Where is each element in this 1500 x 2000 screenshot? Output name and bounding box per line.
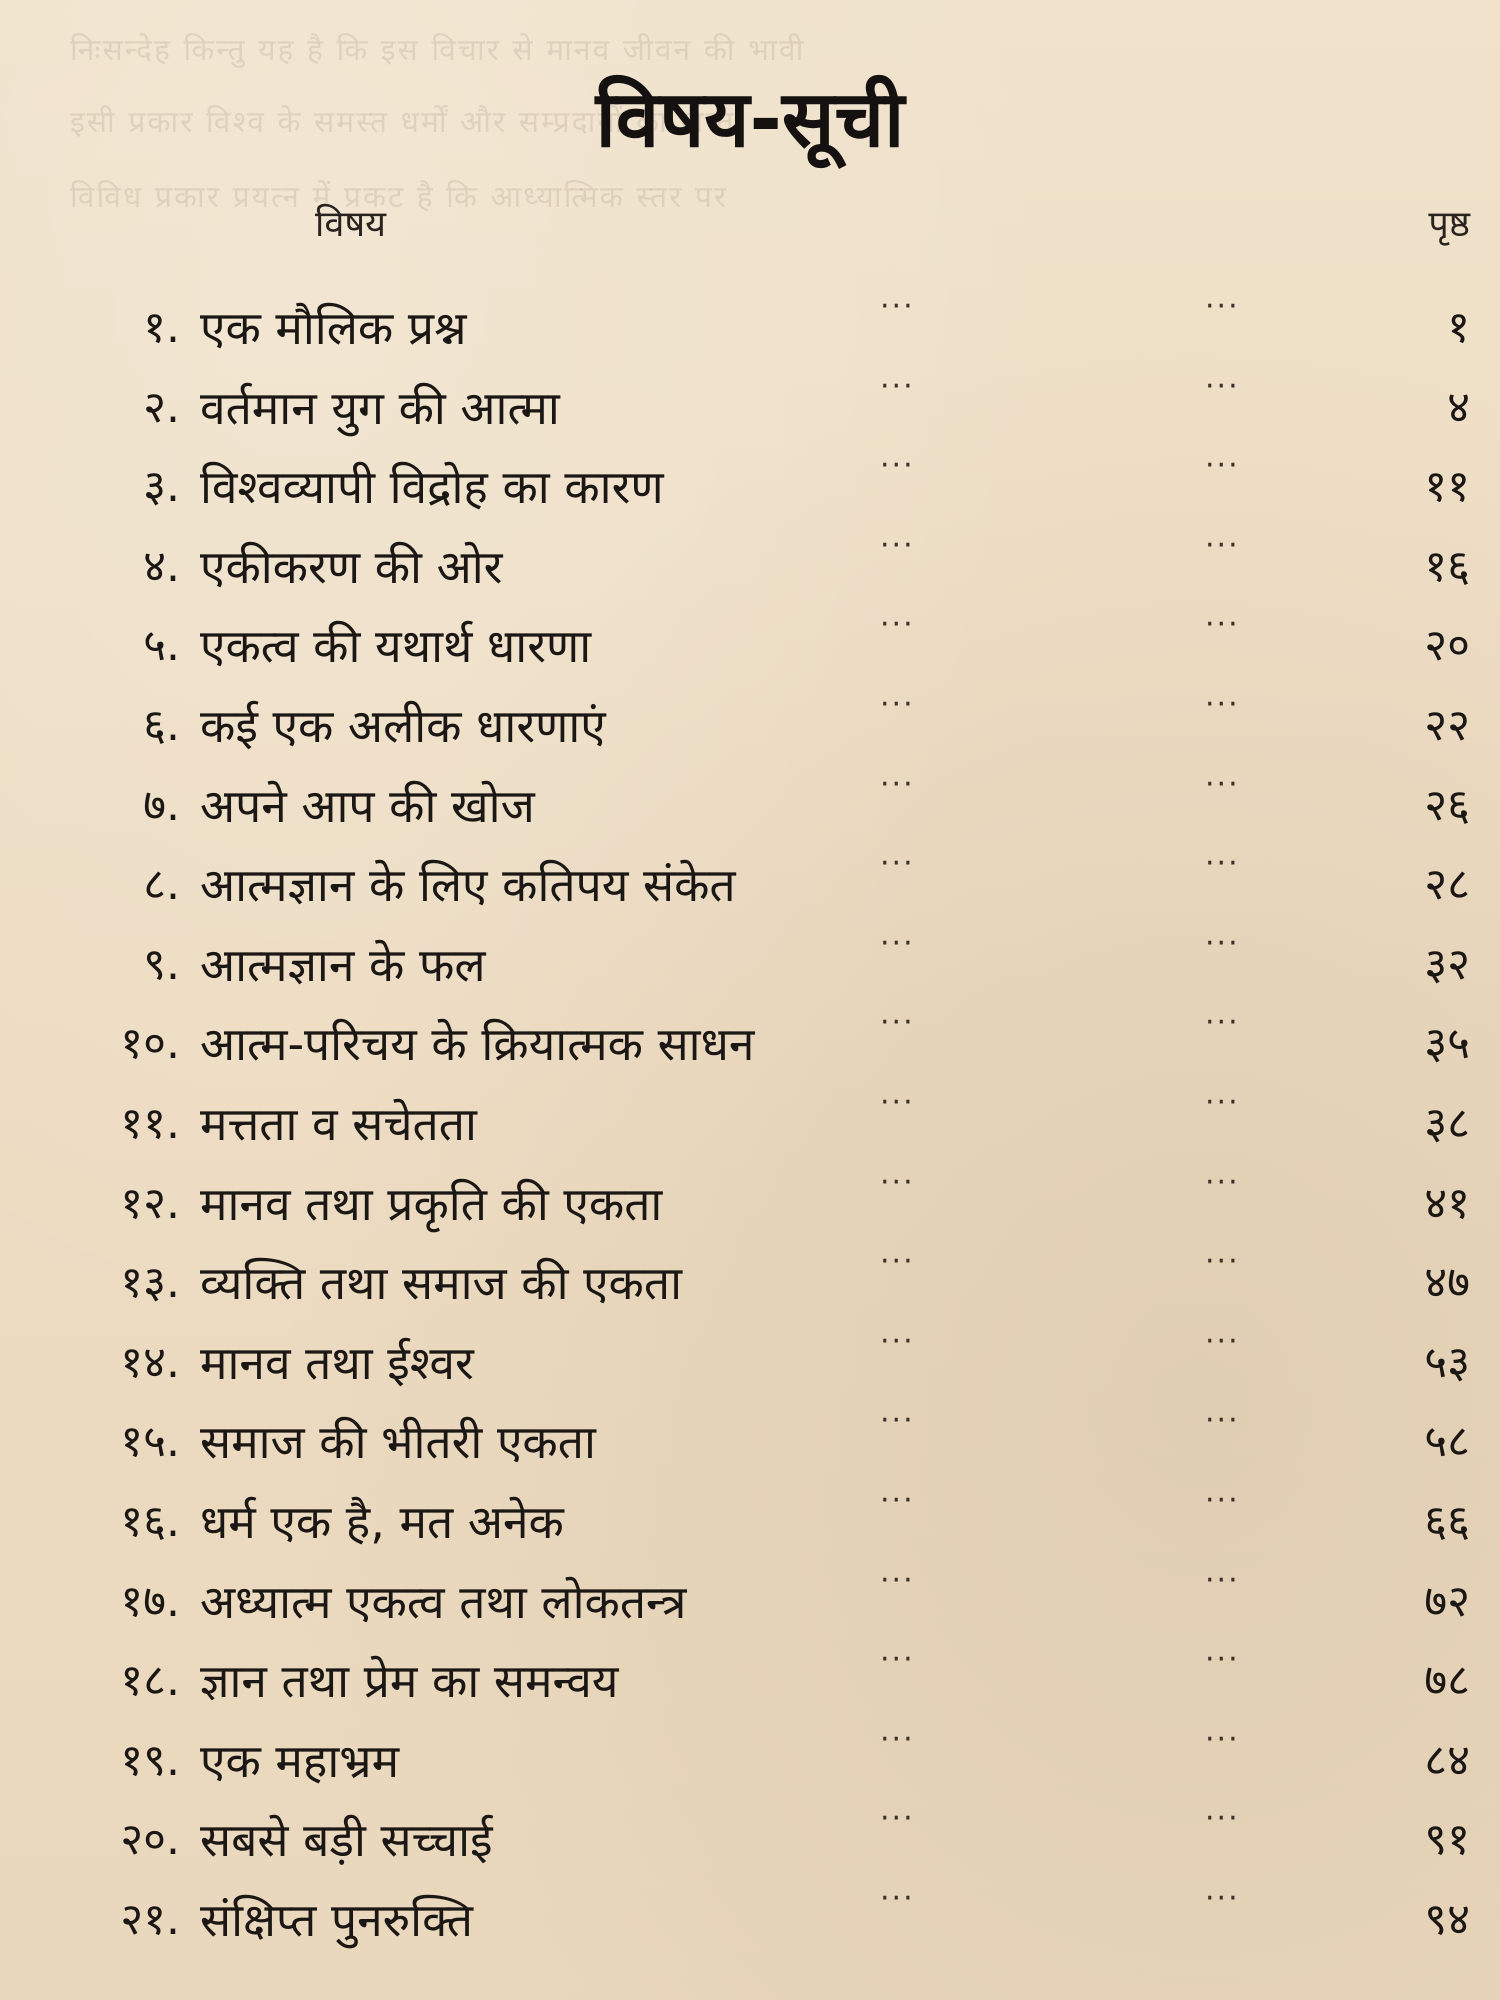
- page-number: ५३: [1424, 1336, 1470, 1388]
- chapter-title: मानव तथा ईश्वर: [200, 1335, 474, 1390]
- chapter-title: अपने आप की खोज: [200, 778, 535, 833]
- toc-entry: [0, 1642, 1500, 1725]
- chapter-number: २.: [143, 381, 180, 433]
- page-number: ५८: [1424, 1416, 1470, 1468]
- toc-entry: [0, 766, 1500, 850]
- leader-dots: ···: [1205, 1005, 1240, 1041]
- chapter-number: ७.: [143, 779, 180, 831]
- page-number: २८: [1424, 859, 1470, 911]
- page-number: ११: [1424, 461, 1470, 513]
- toc-entry: [0, 1005, 1500, 1088]
- leader-dots: ···: [880, 1801, 915, 1837]
- chapter-number: ६.: [143, 699, 180, 751]
- leader-dots: ···: [1205, 1642, 1240, 1678]
- leader-dots: ···: [1205, 1164, 1240, 1200]
- chapter-number: ३.: [143, 461, 180, 513]
- leader-dots: ···: [1205, 686, 1240, 722]
- toc-entry: [0, 1880, 1500, 1964]
- chapter-title: मत्तता व सचेतता: [200, 1096, 477, 1151]
- chapter-title: आत्म-परिचय के क्रियात्मक साधन: [200, 1017, 755, 1072]
- chapter-number: १८.: [120, 1655, 180, 1707]
- leader-dots: ···: [1205, 1562, 1240, 1598]
- toc-entry: [0, 1801, 1500, 1884]
- chapter-number: १२.: [120, 1177, 180, 1229]
- chapter-number: १५.: [120, 1416, 180, 1468]
- leader-dots: ···: [880, 1244, 915, 1280]
- leader-dots: ···: [1205, 607, 1240, 643]
- chapter-title: अध्यात्म एकत्व तथा लोकतन्त्र: [200, 1574, 687, 1629]
- topic-column-heading: विषय: [315, 204, 387, 245]
- chapter-title: धर्म एक है, मत अनेक: [200, 1494, 564, 1549]
- page-column-heading: पृष्ठ: [1428, 204, 1470, 245]
- leader-dots: ···: [880, 289, 915, 324]
- leader-dots: ···: [1205, 1721, 1240, 1757]
- toc-entry: [0, 1323, 1500, 1407]
- chapter-title: एकीकरण की ओर: [200, 539, 503, 594]
- chapter-title: एकत्व की यथार्थ धारणा: [200, 619, 592, 674]
- toc-entry: [0, 527, 1500, 611]
- table-of-contents: [0, 289, 1500, 1963]
- leader-dots: ···: [880, 448, 915, 484]
- chapter-number: १७.: [120, 1575, 180, 1627]
- page-number: ६६: [1424, 1495, 1470, 1547]
- page-number: ४१: [1424, 1177, 1470, 1229]
- page-number: ७८: [1424, 1655, 1470, 1707]
- page-number: ३२: [1424, 938, 1470, 990]
- leader-dots: ···: [880, 1164, 915, 1200]
- leader-dots: ···: [1205, 1084, 1240, 1120]
- chapter-number: १६.: [120, 1495, 180, 1547]
- toc-entry: [0, 448, 1500, 531]
- toc-entry: [0, 1164, 1500, 1248]
- toc-entry: [0, 846, 1500, 929]
- chapter-number: २०.: [120, 1814, 180, 1866]
- chapter-number: २१.: [120, 1893, 180, 1945]
- page-number: २०: [1424, 620, 1470, 672]
- page-number: ३५: [1424, 1018, 1470, 1070]
- chapter-title: कई एक अलीक धारणाएं: [200, 698, 606, 753]
- chapter-title: आत्मज्ञान के लिए कतिपय संकेत: [200, 858, 736, 913]
- toc-entry: [0, 1562, 1500, 1646]
- leader-dots: ···: [880, 846, 915, 882]
- leader-dots: ···: [880, 607, 915, 643]
- chapter-title: आत्मज्ञान के फल: [200, 937, 486, 992]
- leader-dots: ···: [1205, 1880, 1240, 1916]
- page-number: ४७: [1424, 1257, 1470, 1309]
- page-number: १: [1447, 302, 1470, 353]
- leader-dots: ···: [880, 1482, 915, 1518]
- toc-entry: [0, 925, 1500, 1009]
- leader-dots: ···: [880, 1642, 915, 1678]
- chapter-title: एक महाभ्रम: [200, 1733, 400, 1788]
- leader-dots: ···: [1205, 1323, 1240, 1359]
- chapter-number: १४.: [120, 1336, 180, 1388]
- leader-dots: ···: [1205, 1801, 1240, 1837]
- chapter-title: व्यक्ति तथा समाज की एकता: [200, 1256, 683, 1311]
- toc-entry: [0, 289, 1500, 372]
- toc-entry: [0, 1721, 1500, 1805]
- leader-dots: ···: [1205, 925, 1240, 961]
- toc-entry: [0, 1244, 1500, 1327]
- page-number: ७२: [1424, 1575, 1470, 1627]
- page-number: ८४: [1424, 1734, 1470, 1786]
- leader-dots: ···: [880, 1721, 915, 1757]
- page-number: ४: [1447, 381, 1470, 433]
- chapter-number: ११.: [120, 1097, 180, 1149]
- toc-entry: [0, 1403, 1500, 1486]
- leader-dots: ···: [1205, 289, 1240, 324]
- page-number: १६: [1424, 540, 1470, 592]
- page-number: २६: [1424, 779, 1470, 831]
- leader-dots: ···: [1205, 1482, 1240, 1518]
- chapter-title: विश्वव्यापी विद्रोह का कारण: [200, 460, 664, 515]
- chapter-title: मानव तथा प्रकृति की एकता: [200, 1176, 663, 1231]
- leader-dots: ···: [1205, 766, 1240, 802]
- leader-dots: ···: [880, 925, 915, 961]
- leader-dots: ···: [880, 1005, 915, 1041]
- chapter-number: १०.: [120, 1018, 180, 1070]
- bleed-through-text-line: विविध प्रकार प्रयत्न में प्रकट है कि आध्यात्मिक स्तर पर: [70, 180, 729, 215]
- leader-dots: ···: [880, 368, 915, 404]
- chapter-title: समाज की भीतरी एकता: [200, 1415, 596, 1470]
- toc-entry: [0, 607, 1500, 690]
- leader-dots: ···: [1205, 368, 1240, 404]
- chapter-number: १.: [143, 302, 180, 353]
- toc-entry: [0, 368, 1500, 452]
- toc-entry: [0, 1084, 1500, 1168]
- leader-dots: ···: [880, 1562, 915, 1598]
- leader-dots: ···: [1205, 448, 1240, 484]
- chapter-number: ५.: [143, 620, 180, 672]
- leader-dots: ···: [880, 1323, 915, 1359]
- leader-dots: ···: [880, 766, 915, 802]
- toc-entry: [0, 686, 1500, 770]
- page-number: ९१: [1424, 1814, 1470, 1866]
- leader-dots: ···: [1205, 846, 1240, 882]
- chapter-title: सबसे बड़ी सच्चाई: [200, 1813, 493, 1868]
- chapter-number: १९.: [120, 1734, 180, 1786]
- toc-entry: [0, 1482, 1500, 1566]
- leader-dots: ···: [880, 1880, 915, 1916]
- leader-dots: ···: [1205, 527, 1240, 563]
- leader-dots: ···: [880, 1084, 915, 1120]
- chapter-number: १३.: [120, 1257, 180, 1309]
- leader-dots: ···: [880, 1403, 915, 1439]
- chapter-number: ९.: [143, 938, 180, 990]
- page-number: २२: [1424, 699, 1470, 751]
- chapter-title: वर्तमान युग की आत्मा: [200, 380, 560, 435]
- chapter-number: ४.: [143, 540, 180, 592]
- page-number: ३८: [1424, 1097, 1470, 1149]
- leader-dots: ···: [1205, 1403, 1240, 1439]
- leader-dots: ···: [1205, 1244, 1240, 1280]
- chapter-title: संक्षिप्त पुनरुक्ति: [200, 1892, 473, 1947]
- bleed-through-text-line: इसी प्रकार विश्व के समस्त धर्मों और सम्प्रदायों का अन्त: [70, 105, 736, 140]
- chapter-number: ८.: [143, 859, 180, 911]
- bleed-through-text-line: निःसन्देह किन्तु यह है कि इस विचार से मानव जीवन की भावी: [70, 33, 806, 68]
- leader-dots: ···: [880, 527, 915, 563]
- leader-dots: ···: [880, 686, 915, 722]
- chapter-title: ज्ञान तथा प्रेम का समन्वय: [200, 1654, 619, 1709]
- chapter-title: एक मौलिक प्रश्न: [200, 301, 467, 355]
- page-title: विषय-सूची: [595, 75, 905, 165]
- page-number: ९४: [1424, 1893, 1470, 1945]
